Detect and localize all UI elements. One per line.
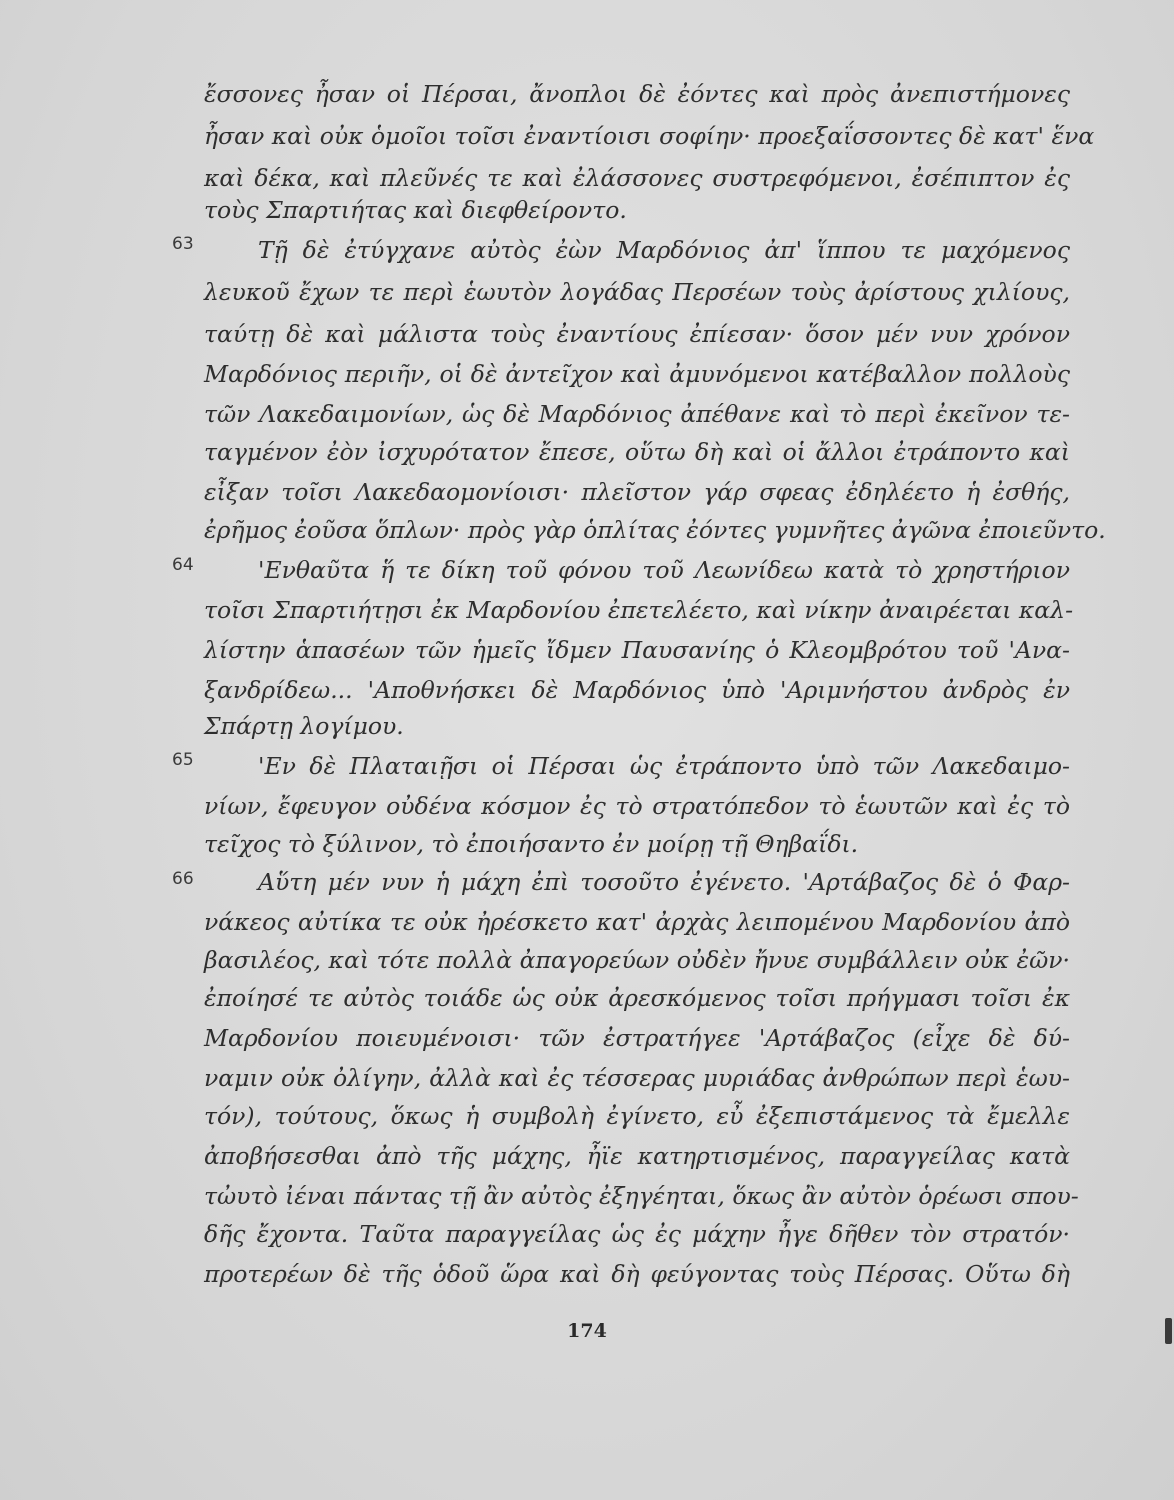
section-number: 65 bbox=[172, 750, 194, 770]
text-line: νάκεος αὐτίκα τε οὐκ ἠρέσκετο κατ' ἀρχὰς λειπομένου Μαρδονίου ἀπὸ bbox=[204, 908, 1070, 936]
page-number: 174 bbox=[567, 1320, 607, 1342]
section-number: 63 bbox=[172, 234, 194, 254]
text-line: ναμιν οὐκ ὀλίγην, ἀλλὰ καὶ ἐς τέσσερας μυριάδας ἀνθρώπων περὶ ἑωυ- bbox=[204, 1064, 1070, 1092]
text-line: προτερέων δὲ τῆς ὁδοῦ ὥρα καὶ δὴ φεύγοντας τοὺς Πέρσας. Οὕτω δὴ bbox=[204, 1260, 1070, 1288]
text-line: Σπάρτῃ λογίμου. bbox=[204, 712, 404, 740]
text-line: δῆς ἔχοντα. Ταῦτα παραγγείλας ὡς ἐς μάχην ἦγε δῆθεν τὸν στρατόν· bbox=[204, 1220, 1070, 1248]
text-line: βασιλέος, καὶ τότε πολλὰ ἀπαγορεύων οὐδὲν ἤνυε συμβάλλειν οὐκ ἐῶν· bbox=[204, 946, 1070, 974]
text-line: ξανδρίδεω... 'Αποθνήσκει δὲ Μαρδόνιος ὑπὸ 'Αριμνήστου ἀνδρὸς ἐν bbox=[204, 676, 1070, 704]
text-line: ἐρῆμος ἐοῦσα ὅπλων· πρὸς γὰρ ὁπλίτας ἐόντες γυμνῆτες ἀγῶνα ἐποιεῦντο. bbox=[204, 516, 1106, 544]
text-line: τοὺς Σπαρτιήτας καὶ διεφθείροντο. bbox=[204, 196, 627, 224]
text-line: 'Ενθαῦτα ἥ τε δίκη τοῦ φόνου τοῦ Λεωνίδεω κατὰ τὸ χρηστήριον bbox=[258, 556, 1070, 584]
text-line: τεῖχος τὸ ξύλινον, τὸ ἐποιήσαντο ἐν μοίρῃ τῇ Θηβαΐδι. bbox=[204, 830, 859, 858]
text-line: Αὕτη μέν νυν ἡ μάχη ἐπὶ τοσοῦτο ἐγένετο. 'Αρτάβαζος δὲ ὁ Φαρ- bbox=[258, 868, 1070, 896]
text-line: τοῖσι Σπαρτιήτῃσι ἐκ Μαρδονίου ἐπετελέετο, καὶ νίκην ἀναιρέεται καλ- bbox=[204, 596, 1074, 624]
text-line: καὶ δέκα, καὶ πλεῦνές τε καὶ ἐλάσσονες συστρεφόμενοι, ἐσέπιπτον ἐς bbox=[204, 164, 1070, 192]
text-line: τῶν Λακεδαιμονίων, ὡς δὲ Μαρδόνιος ἀπέθανε καὶ τὸ περὶ ἐκεῖνον τε- bbox=[204, 400, 1070, 428]
text-line: τόν), τούτους, ὅκως ἡ συμβολὴ ἐγίνετο, εὖ ἐξεπιστάμενος τὰ ἔμελλε bbox=[204, 1102, 1070, 1130]
text-line: λευκοῦ ἔχων τε περὶ ἑωυτὸν λογάδας Περσέων τοὺς ἀρίστους χιλίους, bbox=[204, 278, 1070, 306]
scan-edge-mark bbox=[1165, 1318, 1172, 1344]
text-line: Τῇ δὲ ἐτύγχανε αὐτὸς ἐὼν Μαρδόνιος ἀπ' ἵππου τε μαχόμενος bbox=[258, 236, 1070, 264]
text-line: νίων, ἔφευγον οὐδένα κόσμον ἐς τὸ στρατόπεδον τὸ ἑωυτῶν καὶ ἐς τὸ bbox=[204, 792, 1070, 820]
section-number: 66 bbox=[172, 869, 194, 889]
text-line: ἦσαν καὶ οὐκ ὁμοῖοι τοῖσι ἐναντίοισι σοφίην· προεξαΐσσοντες δὲ κατ' ἕνα bbox=[204, 122, 1095, 150]
text-line: Μαρδονίου ποιευμένοισι· τῶν ἐστρατήγεε 'Αρτάβαζος (εἶχε δὲ δύ- bbox=[204, 1024, 1070, 1052]
text-line: ἀποβήσεσθαι ἀπὸ τῆς μάχης, ἦϊε κατηρτισμένος, παραγγείλας κατὰ bbox=[204, 1142, 1070, 1170]
text-line: Μαρδόνιος περιῆν, οἱ δὲ ἀντεῖχον καὶ ἀμυνόμενοι κατέβαλλον πολλοὺς bbox=[204, 360, 1070, 388]
text-line: ταγμένον ἐὸν ἰσχυρότατον ἔπεσε, οὕτω δὴ καὶ οἱ ἄλλοι ἐτράποντο καὶ bbox=[204, 438, 1070, 466]
text-line: 'Εν δὲ Πλαταιῇσι οἱ Πέρσαι ὡς ἐτράποντο ὑπὸ τῶν Λακεδαιμο- bbox=[258, 752, 1070, 780]
text-line: λίστην ἁπασέων τῶν ἡμεῖς ἴδμεν Παυσανίης ὁ Κλεομβρότου τοῦ 'Ανα- bbox=[204, 636, 1070, 664]
text-line: εἶξαν τοῖσι Λακεδαομονίοισι· πλεῖστον γάρ σφεας ἐδηλέετο ἡ ἐσθής, bbox=[204, 478, 1070, 506]
text-line: ἐποίησέ τε αὐτὸς τοιάδε ὡς οὐκ ἀρεσκόμενος τοῖσι πρήγμασι τοῖσι ἐκ bbox=[204, 984, 1070, 1012]
section-number: 64 bbox=[172, 555, 194, 575]
text-line: τὠυτὸ ἰέναι πάντας τῇ ἂν αὐτὸς ἐξηγέηται, ὅκως ἂν αὐτὸν ὁρέωσι σπου- bbox=[204, 1182, 1079, 1210]
text-line: ἔσσονες ἦσαν οἱ Πέρσαι, ἄνοπλοι δὲ ἐόντες καὶ πρὸς ἀνεπιστήμονες bbox=[204, 80, 1070, 108]
text-line: ταύτῃ δὲ καὶ μάλιστα τοὺς ἐναντίους ἐπίεσαν· ὅσον μέν νυν χρόνον bbox=[204, 320, 1070, 348]
